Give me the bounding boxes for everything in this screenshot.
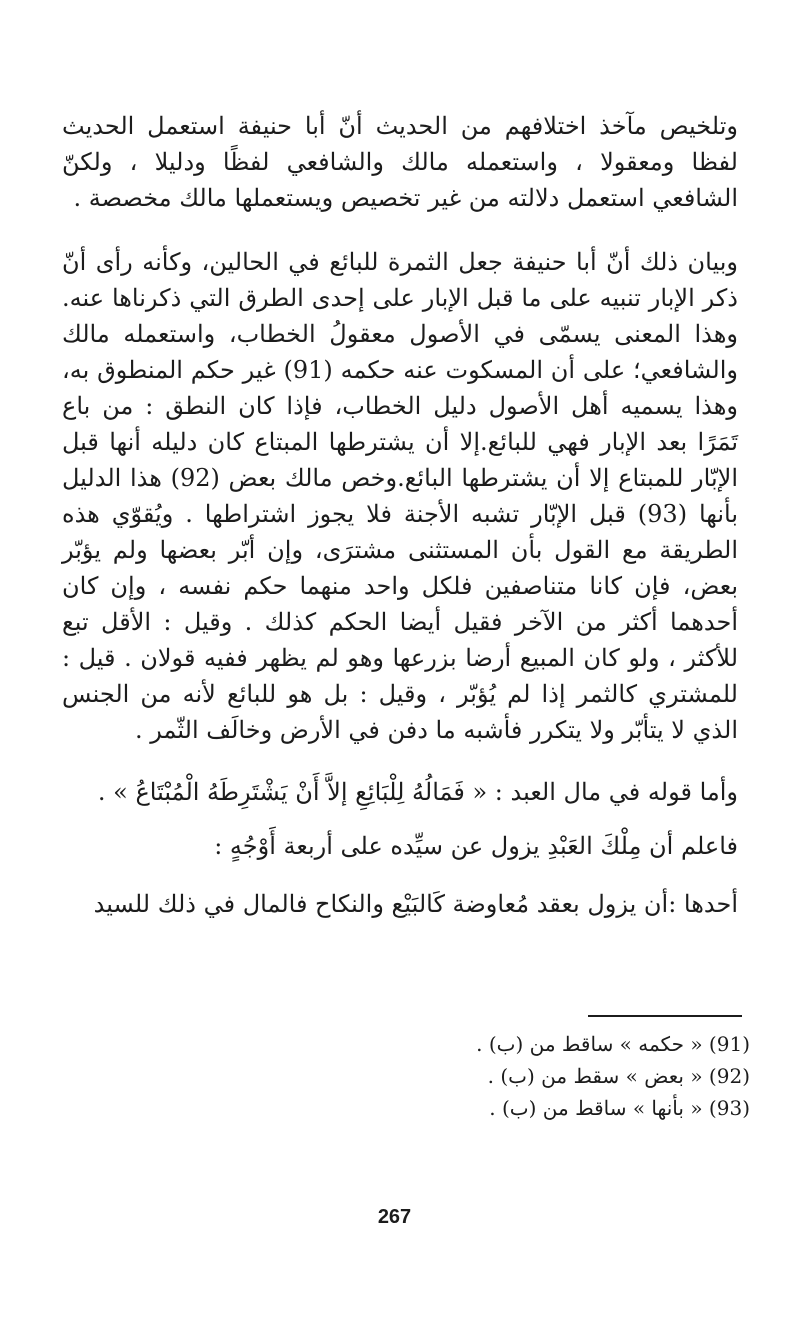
footnote-91: (91) « حكمه » ساقط من (ب) . [476, 1032, 750, 1056]
footnote-93: (93) « بأنها » ساقط من (ب) . [489, 1096, 750, 1120]
paragraph-summary: وتلخيص مآخذ اختلافهم من الحديث أنّ أبا حنيفة استعمل الحديث لفظا ومعقولا ، واستعمله مالك والشافعي لفظًا ودليلا ، ولكنّ الشافعي استعمل دلالته من غير تخصيص ويستعملها مالك مخصصة . [62, 112, 738, 212]
footnote-divider [588, 1015, 742, 1017]
page-number: 267 [377, 1206, 412, 1228]
paragraph-explanation: وبيان ذلك أنّ أبا حنيفة جعل الثمرة للبائع في الحالين، وكأنه رأى أنّ ذكر الإبار تنبيه على ما قبل الإبار على إحدى الطرق التي ذكرناها عنه. وهذا المعنى يسمّى في الأصول معقولُ الخطاب، واستعمله مالك والشافعي؛ على أن المسكوت عنه حكمه (91) غير حكم المنطوق به، وهذا يسميه أهل الأصول دليل الخطاب، فإذا كان النطق : من باع تَمَرًا بعد الإبار فهي للبائع.إلا أن يشترطها المبتاع كان دليله أنها قبل الإبّار للمبتاع إلا أن يشترطها البائع.وخص مالك بعض (92) هذا الدليل بأنها (93) قبل الإبّار تشبه الأجنة فلا يجوز اشتراطها . ويُقوّي هذه الطريقة مع القول بأن المستثنى مشترَى، وإن أبّر بعضها ولم يؤبّر بعض، فإن كانا متناصفين فلكل واحد منهما حكم نفسه ، وإن كان أحدهما أكثر من الآخر فقيل أيضا الحكم كذلك . وقيل : الأقل تبع للأكثر ، ولو كان المبيع أرضا بزرعها وهو لم يظهر ففيه قولان . قيل : للمشتري كالثمر إذا لم يُؤبّر ، وقيل : بل هو للبائع لأنه من الجنس الذي لا يتأبّر ولا يتكرر فأشبه ما دفن في الأرض وخالَف الثّمر . [62, 248, 739, 744]
footnote-92: (92) « بعض » سقط من (ب) . [487, 1064, 750, 1088]
main-text [62, 108, 738, 922]
paragraph-four-ways: فاعلم أن مِلْكَ العَبْدِ يزول عن سيِّده على أربعة أَوْجُهٍ : [214, 832, 738, 860]
paragraph-slave-property: وأما قوله في مال العبد : « فَمَالُهُ لِلْبَائِعِ إلاَّ أَنْ يَشْتَرِطَهُ الْمُبْتَاعُ » . [97, 778, 738, 806]
footnotes [420, 1028, 750, 1124]
paragraph-first-way: أحدها :أن يزول بعقد مُعاوضة كَالبَيْع والنكاح فالمال في ذلك للسيد [93, 890, 738, 918]
